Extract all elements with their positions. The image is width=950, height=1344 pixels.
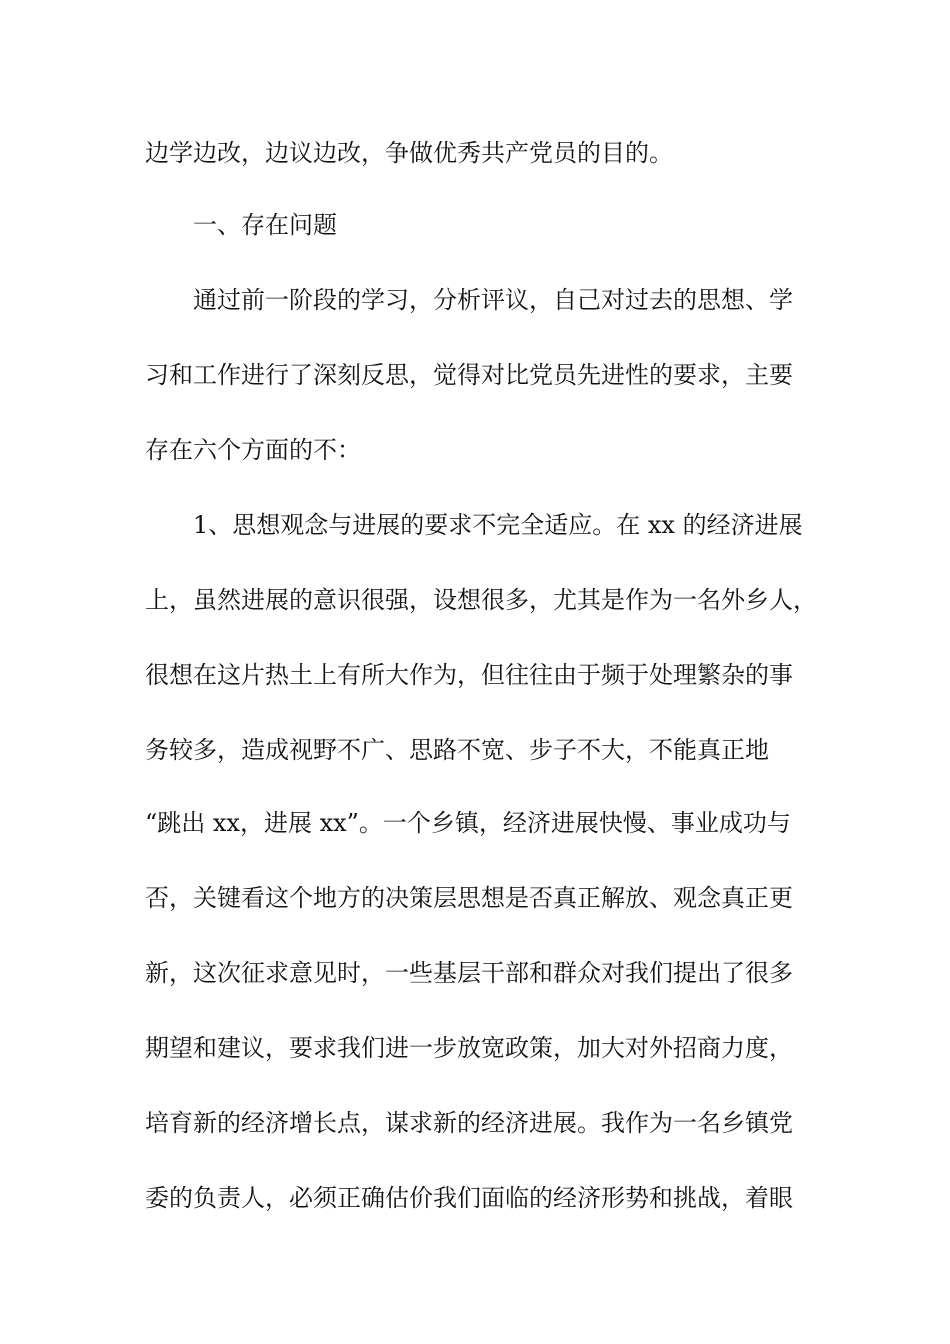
text-line: 1、思想观念与进展的要求不完全适应。在 xx 的经济进展: [193, 511, 803, 539]
text-line: 通过前一阶段的学习，分析评议，自己对过去的思想、学: [193, 286, 793, 314]
text-line: 培育新的经济增长点，谋求新的经济进展。我作为一名乡镇党: [145, 1109, 793, 1137]
text-line: 边学边改，边议边改，争做优秀共产党员的目的。: [145, 139, 673, 167]
text-line: 习和工作进行了深刻反思，觉得对比党员先进性的要求，主要: [145, 361, 793, 389]
text-line: 否，关键看这个地方的决策层思想是否真正解放、观念真正更: [145, 884, 793, 912]
text-line: 务较多，造成视野不广、思路不宽、步子不大，不能真正地: [145, 736, 769, 764]
text-line: 新，这次征求意见时，一些基层干部和群众对我们提出了很多: [145, 959, 793, 987]
section-heading: 一、存在问题: [193, 211, 337, 239]
text-line: 存在六个方面的不：: [145, 436, 361, 464]
text-line: “跳出 xx，进展 xx”。一个乡镇，经济进展快慢、事业成功与: [145, 809, 791, 837]
text-line: 上，虽然进展的意识很强，设想很多，尤其是作为一名外乡人，: [145, 586, 817, 614]
text-line: 期望和建议，要求我们进一步放宽政策，加大对外招商力度，: [145, 1034, 793, 1062]
text-line: 委的负责人，必须正确估价我们面临的经济形势和挑战，着眼: [145, 1184, 793, 1212]
text-line: 很想在这片热土上有所大作为，但往往由于频于处理繁杂的事: [145, 661, 793, 689]
